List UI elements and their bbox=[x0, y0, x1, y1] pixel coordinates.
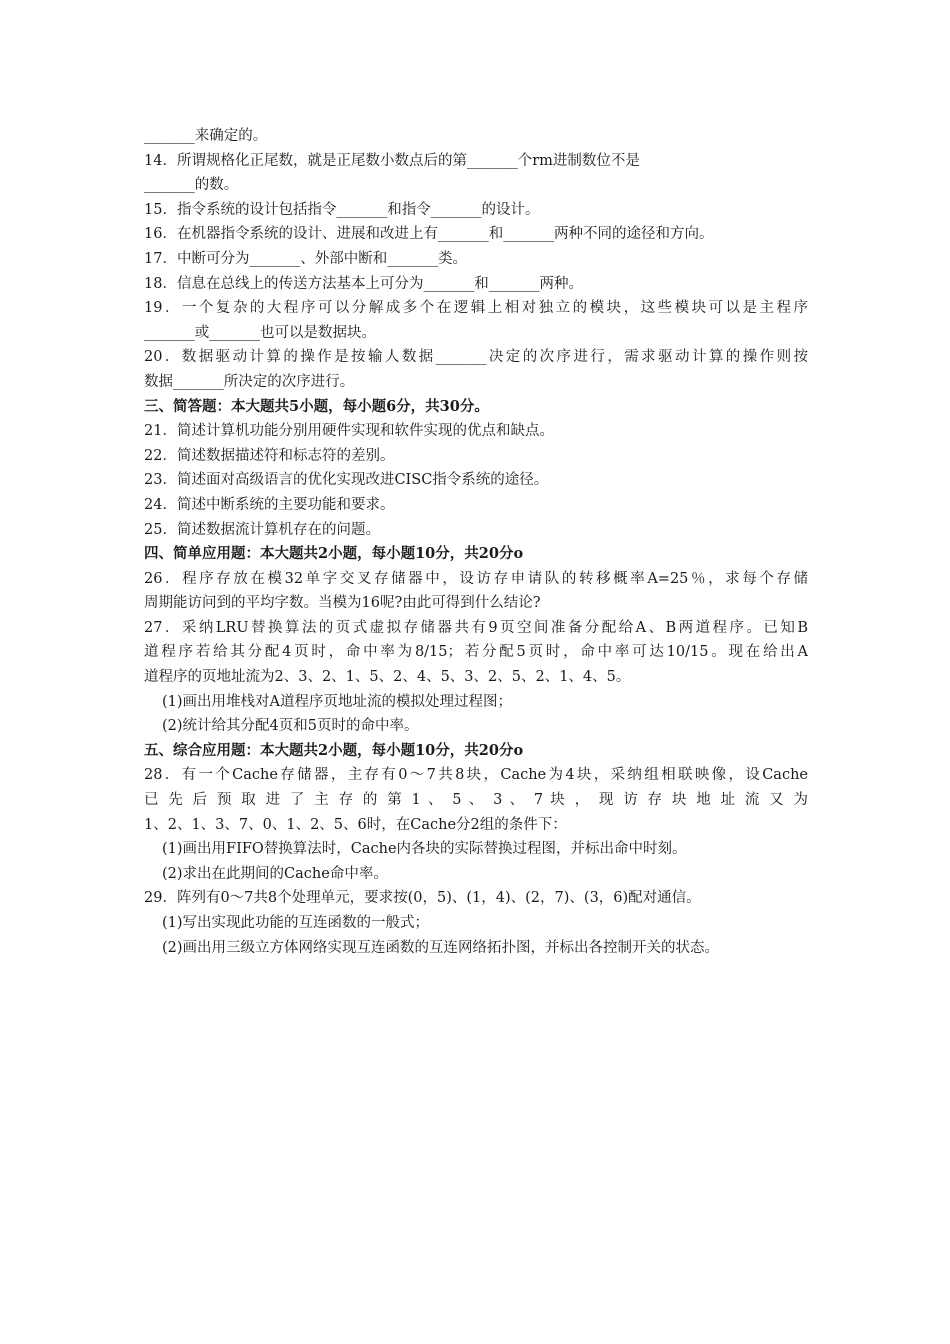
text-line: _______或_______也可以是数据块。 bbox=[144, 324, 376, 341]
sub-question: (1)写出实现此功能的互连函数的一般式； bbox=[162, 915, 430, 931]
sub-question: (2)统计给其分配4页和5页时的命中率。 bbox=[162, 718, 419, 735]
question-20: 20．数据驱动计算的操作是按输人数据_______决定的次序进行，需求驱动计算的操作则按 bbox=[144, 349, 808, 366]
text-line: _______的数。 bbox=[144, 177, 239, 194]
question-17: 17．中断可分为_______、外部中断和_______类。 bbox=[144, 250, 467, 267]
question-29: 29．阵列有0～7共8个处理单元，要求按(0，5)、(1，4)、(2，7)、(3，6)配对通信。 bbox=[144, 890, 701, 907]
question-15: 15．指令系统的设计包括指令_______和指令_______的设计。 bbox=[144, 201, 540, 218]
question-21: 21．简述计算机功能分别用硬件实现和软件实现的优点和缺点。 bbox=[144, 423, 554, 440]
question-25: 25．简述数据流计算机存在的问题。 bbox=[144, 521, 380, 538]
text-line: 周期能访问到的平均字数。当模为16呢?由此可得到什么结论? bbox=[144, 595, 541, 612]
question-27: 27．采纳LRU替换算法的页式虚拟存储器共有9页空间准备分配给A、B两道程序。已知B bbox=[144, 619, 808, 636]
text-line: 数据_______所决定的次序进行。 bbox=[144, 373, 355, 390]
sub-question: (2)求出在此期间的Cache命中率。 bbox=[162, 865, 388, 882]
text-line: 1、2、1、3、7、0、1、2、5、6时，在Cache分2组的条件下： bbox=[144, 816, 567, 833]
section-heading-3: 三、简答题：本大题共5小题，每小题6分，共30分。 bbox=[144, 397, 489, 415]
question-22: 22．简述数据描述符和标志符的差别。 bbox=[144, 447, 395, 464]
question-18: 18．信息在总线上的传送方法基本上可分为_______和_______两种。 bbox=[144, 275, 583, 292]
question-23: 23．简述面对高级语言的优化实现改进CISC指令系统的途径。 bbox=[144, 472, 549, 489]
question-24: 24．简述中断系统的主要功能和要求。 bbox=[144, 496, 395, 513]
sub-question: (1)画出用FIFO替换算法时，Cache内各块的实际替换过程图，并标出命中时刻。 bbox=[162, 841, 687, 858]
document-page bbox=[144, 124, 808, 960]
sub-question: (2)画出用三级立方体网络实现互连函数的互连网络拓扑图，并标出各控制开关的状态。 bbox=[162, 939, 720, 956]
question-14: 14．所谓规格化正尾数，就是正尾数小数点后的第_______个rm进制数位不是 bbox=[144, 152, 640, 169]
section-heading-5: 五、综合应用题：本大题共2小题，每小题10分，共20分o bbox=[144, 741, 524, 759]
section-heading-4: 四、简单应用题：本大题共2小题，每小题10分，共20分o bbox=[144, 545, 524, 563]
sub-question: (1)画出用堆栈对A道程序页地址流的模拟处理过程图； bbox=[162, 693, 513, 710]
question-26: 26．程序存放在模32单字交叉存储器中，设访存申请队的转移概率A=25％，求每个存储 bbox=[144, 570, 808, 587]
question-19: 19．一个复杂的大程序可以分解成多个在逻辑上相对独立的模块，这些模块可以是主程序 bbox=[144, 300, 808, 317]
text-line: 道程序若给其分配4页时，命中率为8/15；若分配5页时，命中率可达10/15。现在给出A bbox=[144, 644, 808, 661]
text-line: _______来确定的。 bbox=[144, 128, 268, 144]
text-line: 道程序的页地址流为2、3、2、1、5、2、4、5、3、2、5、2、1、4、5。 bbox=[144, 669, 631, 686]
question-28: 28．有一个Cache存储器，主存有0～7共8块，Cache为4块，采纳组相联映像，设Cache bbox=[144, 767, 808, 784]
text-line: 已 先 后 预 取 进 了 主 存 的 第 1 、 5 、 3 、 7 块 ， 现 访 存 块 地 址 流 又 为 bbox=[144, 792, 808, 809]
question-16: 16．在机器指令系统的设计、进展和改进上有_______和_______两种不同的途径和方向。 bbox=[144, 226, 714, 243]
